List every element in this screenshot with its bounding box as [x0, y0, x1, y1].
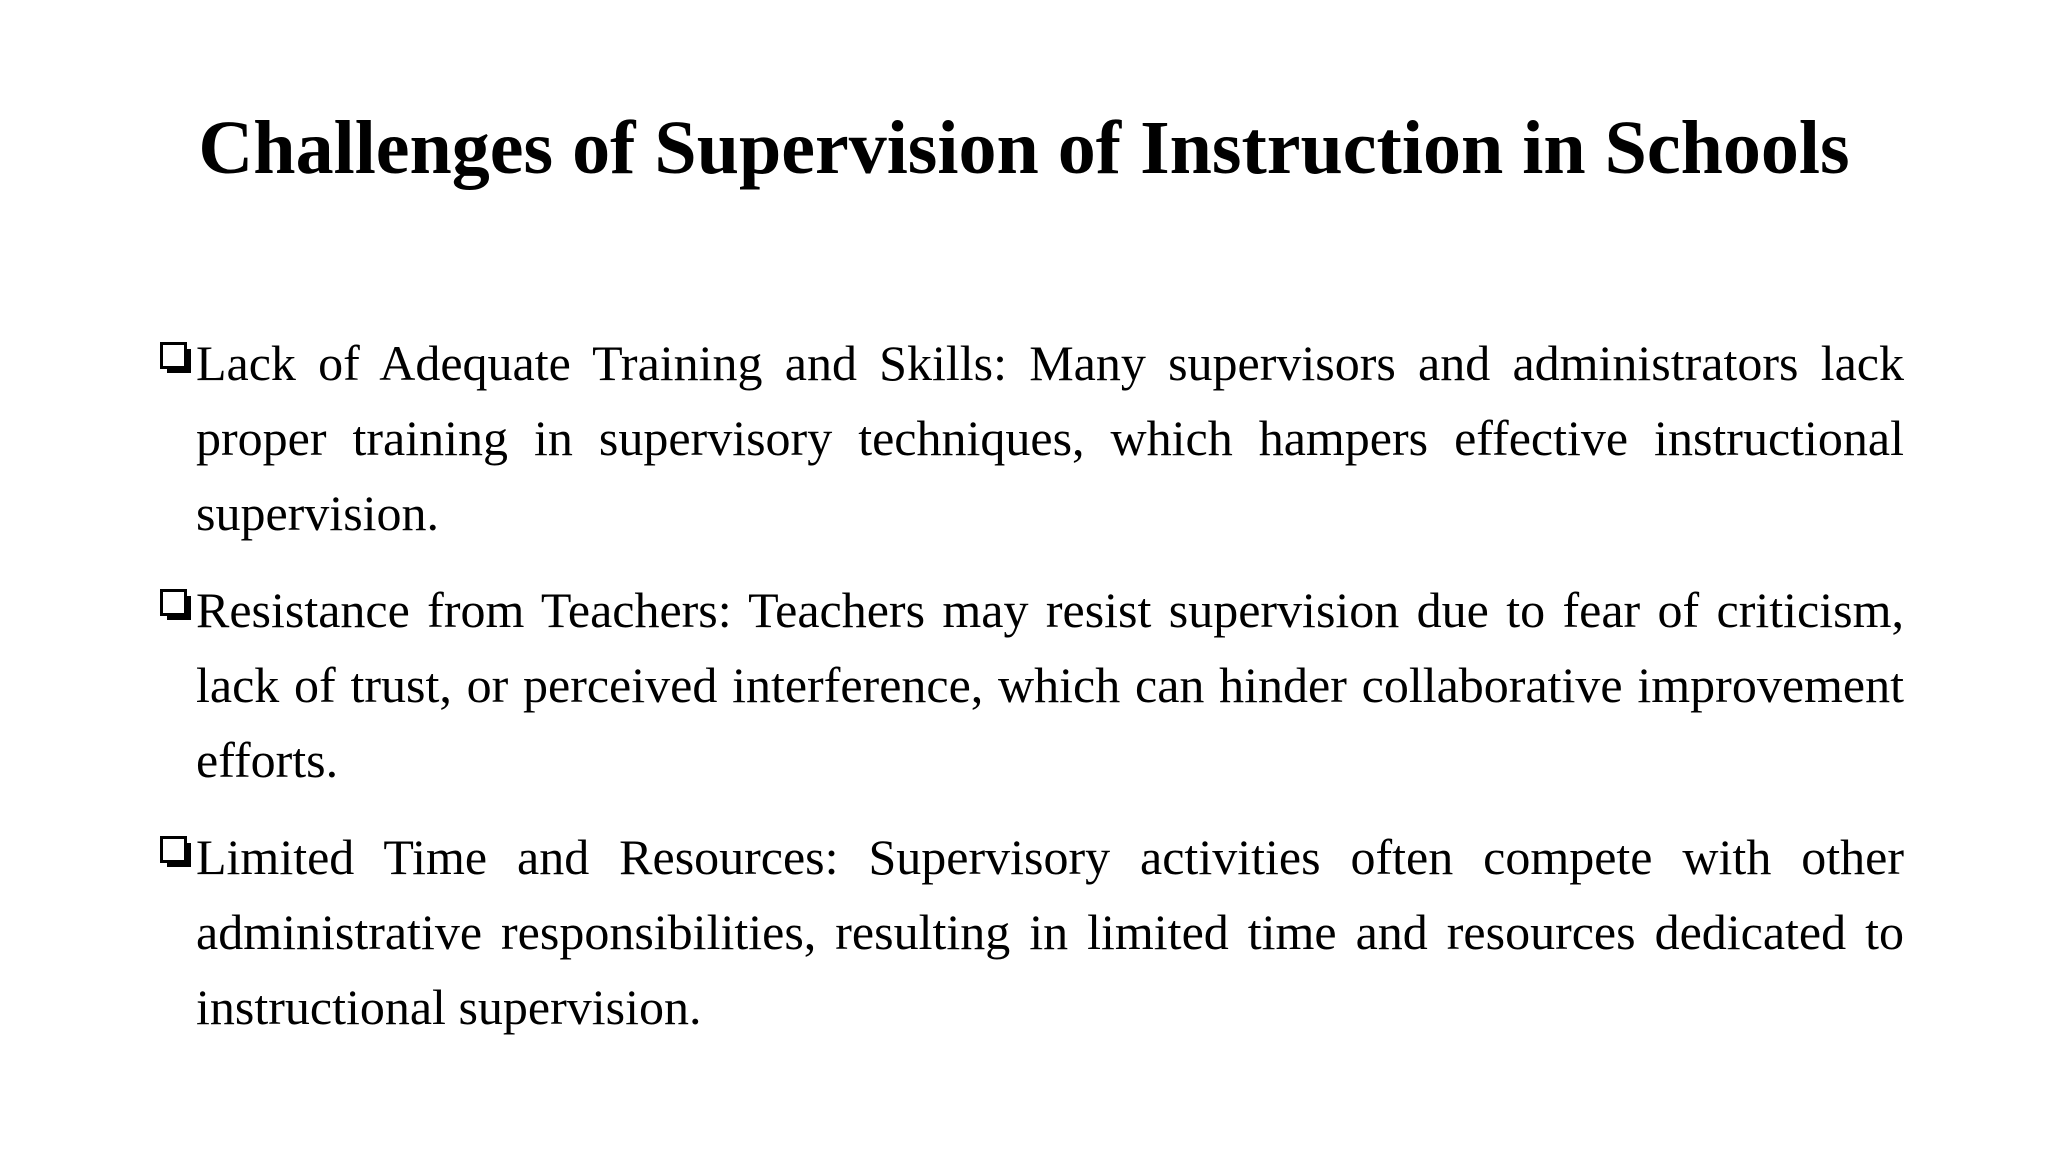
bullet-text: Lack of Adequate Training and Skills: Many supervisors and administrators lack proper training in supervisory techniques, which hampers effective instructional supervision. — [196, 335, 1904, 541]
bullet-item-resistance — [160, 573, 1904, 798]
bullet-item-training — [160, 326, 1904, 551]
bullet-item-time-resources — [160, 820, 1904, 1045]
slide-title: Challenges of Supervision of Instruction in Schools — [198, 106, 1850, 190]
bullet-list — [160, 326, 1904, 1067]
bullet-text: Resistance from Teachers: Teachers may resist supervision due to fear of criticism, lack of trust, or perceived interference, which can hinder collaborative improvement efforts. — [196, 582, 1904, 788]
bullet-text: Limited Time and Resources: Supervisory activities often compete with other administrative responsibilities, resulting in limited time and resources dedicated to instructional supervision. — [196, 829, 1904, 1035]
checkbox-bullet-icon — [160, 836, 192, 868]
checkbox-bullet-icon — [160, 589, 192, 621]
checkbox-bullet-icon — [160, 342, 192, 374]
